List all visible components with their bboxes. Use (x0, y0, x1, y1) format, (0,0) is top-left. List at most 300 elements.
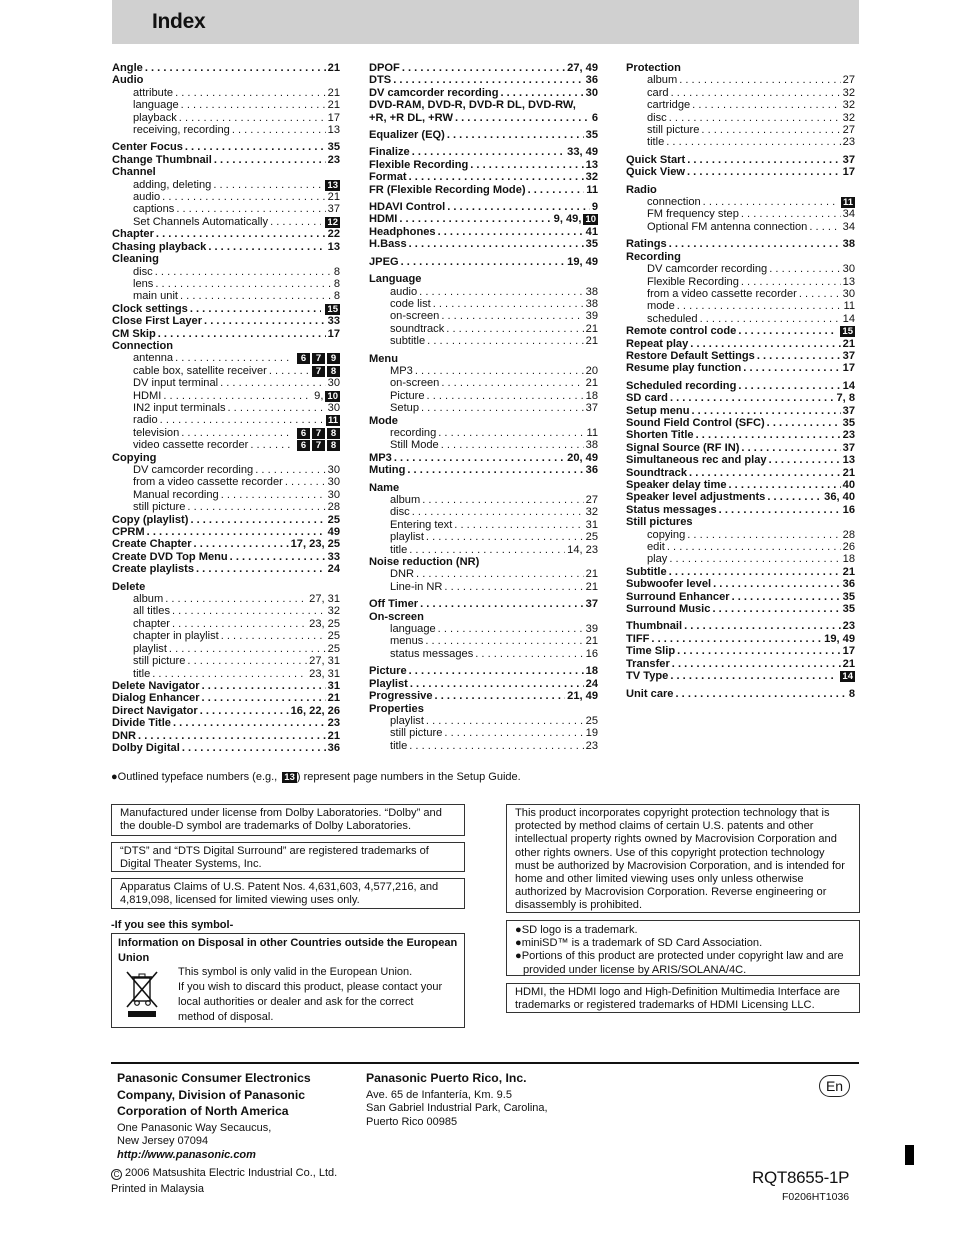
page-reference (328, 717, 340, 729)
index-heading (369, 703, 598, 715)
leader-dots (441, 310, 583, 322)
index-subentry (369, 519, 598, 531)
address-line: Puerto Rico 00985 (366, 1115, 458, 1128)
index-term: DV camcorder recording (133, 464, 254, 476)
index-term: JPEG (369, 255, 399, 268)
index-term: on-screen (390, 377, 440, 390)
page-reference (586, 531, 598, 543)
index-subentry (112, 266, 340, 278)
index-subentry (112, 630, 340, 642)
leader-dots (181, 99, 326, 111)
leader-dots (422, 494, 583, 506)
leader-dots (475, 648, 583, 660)
index-heading (369, 99, 598, 111)
copyright-text: 2006 Matsushita Electric Industrial Co., Ltd. (122, 1167, 338, 1179)
index-subentry (112, 290, 340, 302)
page-reference (586, 129, 598, 141)
index-term: Change Thumbnail (112, 153, 212, 166)
index-term: Time Slip (626, 645, 676, 658)
page-reference (328, 228, 340, 240)
index-term: Setup menu (626, 404, 690, 417)
leader-dots (700, 313, 841, 325)
leader-dots (687, 154, 840, 166)
index-term: Audio (112, 74, 144, 87)
index-term: Dialog Enhancer (112, 692, 200, 705)
page-number: 39 (585, 310, 598, 323)
page-reference (838, 670, 855, 682)
leader-dots (179, 112, 326, 124)
index-entry (112, 303, 340, 315)
page-reference (586, 635, 598, 647)
index-subentry (369, 298, 598, 310)
index-term: Direct Navigator (112, 704, 198, 717)
printed-in: Printed in Malaysia (111, 1182, 204, 1195)
index-subentry (369, 286, 598, 298)
index-entry (112, 705, 340, 717)
index-term: Thumbnail (626, 620, 683, 633)
index-subentry (112, 87, 340, 99)
index-term: mode (647, 300, 675, 313)
patent-claims-box: Apparatus Claims of U.S. Patent Nos. 4,631,603, 4,577,216, and 4,819,098, licensed for limited viewing uses only. (111, 878, 465, 909)
leader-dots (669, 238, 841, 250)
page-reference (843, 362, 855, 374)
setup-guide-page-badge: 9 (327, 353, 340, 364)
index-term: Entering text (390, 518, 453, 531)
disposal-line: method of disposal. (178, 1011, 274, 1023)
index-term: chapter (133, 617, 171, 630)
page-reference (843, 578, 855, 590)
page-reference (309, 593, 340, 605)
index-subentry (112, 501, 340, 513)
company-line: Panasonic Consumer Electronics (117, 1071, 311, 1085)
index-term: Radio (626, 183, 657, 196)
page-number: 35 (585, 129, 598, 142)
leader-dots (741, 442, 840, 454)
page-number: 25 (585, 531, 598, 544)
page-number: 27 (585, 494, 598, 506)
index-term: Protection (626, 62, 681, 74)
setup-guide-page-badge: 7 (312, 366, 325, 377)
leader-dots (729, 479, 841, 491)
setup-guide-page-badge: 8 (327, 440, 340, 451)
index-entry (369, 213, 598, 225)
index-entry (626, 633, 855, 645)
leader-dots (799, 288, 841, 300)
index-entry (112, 526, 340, 538)
index-entry (369, 226, 598, 238)
index-term: Sound Field Control (SFC) (626, 416, 765, 429)
index-entry (369, 74, 598, 86)
page-number: 21 (585, 568, 598, 581)
leader-dots (438, 427, 584, 439)
index-subentry (626, 208, 855, 220)
leader-dots (138, 730, 326, 742)
leader-dots (684, 620, 841, 632)
page-reference (586, 581, 598, 593)
note-prefix: ●Outlined typeface numbers (e.g., (111, 771, 281, 783)
page-reference (843, 405, 855, 417)
index-entry (626, 362, 855, 374)
setup-guide-page-badge: 6 (297, 440, 310, 451)
index-subentry (626, 124, 855, 136)
index-entry (626, 417, 855, 429)
index-entry (369, 87, 598, 99)
index-entry (369, 184, 598, 196)
index-term: cable box, satellite receiver (133, 364, 267, 377)
leader-dots (176, 203, 325, 215)
index-subentry (626, 221, 855, 233)
leader-dots (696, 429, 841, 441)
page-number: 16 (842, 503, 855, 516)
index-entry (626, 467, 855, 479)
disposal-line: If you wish to discard this product, please contact your (178, 981, 443, 993)
index-heading (369, 415, 598, 427)
index-subentry (112, 365, 340, 377)
hdmi-trademark-box: HDMI, the HDMI logo and High-Definition Multimedia Interface are trademarks or registered trademarks of HDMI Licensing LLC. (506, 983, 860, 1013)
index-term: Connection (112, 339, 174, 352)
leader-dots (703, 196, 837, 208)
leader-dots (250, 439, 293, 451)
index-term: lens (133, 277, 154, 290)
index-term: television (133, 426, 180, 439)
leader-dots (743, 362, 840, 374)
leader-dots (670, 670, 836, 682)
page-reference (843, 288, 855, 300)
index-entry (626, 154, 855, 166)
index-entry (369, 678, 598, 690)
page-reference (328, 141, 340, 153)
index-term: Format (369, 171, 407, 184)
page-number: 21 (585, 335, 598, 348)
index-entry (112, 680, 340, 692)
index-term: Flexible Recording (369, 158, 469, 171)
index-entry (626, 504, 855, 516)
leader-dots (202, 692, 326, 704)
index-term: FR (Flexible Recording Mode) (369, 183, 526, 196)
index-term: still picture (647, 124, 700, 137)
index-term: Center Focus (112, 141, 183, 154)
index-term: Properties (369, 702, 424, 715)
leader-dots (675, 688, 846, 700)
page-reference (843, 529, 855, 541)
index-entry (112, 141, 340, 153)
index-subentry (112, 203, 340, 215)
index-entry (626, 591, 855, 603)
leader-dots (441, 439, 584, 451)
leader-dots (433, 298, 584, 310)
page-number: 36 (585, 74, 598, 87)
page-number: 37 (585, 402, 598, 415)
index-heading (626, 62, 855, 74)
model-number: RQT8655-1P (752, 1168, 850, 1187)
index-subentry (112, 99, 340, 111)
leader-dots (421, 402, 584, 414)
index-heading (112, 581, 340, 593)
index-subentry (112, 618, 340, 630)
leader-dots (175, 352, 293, 364)
index-column-1 (112, 62, 340, 754)
index-subentry (369, 715, 598, 727)
page-reference (586, 427, 598, 439)
leader-dots (769, 454, 841, 466)
index-subentry (626, 112, 855, 124)
disposal-symbol-heading: -If you see this symbol- (111, 919, 234, 931)
index-subentry (112, 352, 340, 364)
index-term: Cleaning (112, 253, 159, 266)
leader-dots (228, 402, 326, 414)
setup-guide-page-badge: 14 (842, 671, 853, 683)
leader-dots (425, 635, 583, 647)
leader-dots (444, 727, 583, 739)
page-number: 32 (585, 506, 598, 519)
index-term: IN2 input terminals (133, 401, 226, 414)
page-reference (843, 380, 855, 392)
index-heading (112, 253, 340, 265)
page-reference (310, 365, 340, 377)
index-entry (369, 598, 598, 610)
page-reference (843, 429, 855, 441)
page-number: 21 (842, 657, 855, 670)
page-reference (328, 630, 340, 642)
index-subentry (626, 553, 855, 565)
index-subentry (112, 191, 340, 203)
index-entry (112, 538, 340, 550)
page-reference (334, 278, 340, 290)
leader-dots (204, 315, 326, 327)
page-reference (328, 241, 340, 253)
page-number: 34 (842, 208, 855, 221)
leader-dots (185, 141, 326, 153)
page-reference (843, 541, 855, 553)
leader-dots (399, 213, 551, 225)
page-reference (309, 668, 340, 680)
index-term: Create DVD Top Menu (112, 550, 228, 563)
index-entry (626, 603, 855, 615)
leader-dots (444, 581, 583, 593)
index-term: antenna (133, 352, 174, 365)
index-subentry (369, 623, 598, 635)
leader-dots (221, 630, 326, 642)
leader-dots (767, 491, 822, 503)
page-reference (328, 526, 340, 538)
leader-dots (162, 191, 326, 203)
page-number: 11 (843, 300, 855, 313)
index-term: on-screen (390, 310, 440, 323)
page-number: 38 (842, 238, 855, 251)
index-subentry (112, 427, 340, 439)
index-term: Delete (112, 580, 146, 593)
leader-dots (455, 112, 590, 124)
index-term: Quick Start (626, 153, 686, 166)
leader-dots (187, 655, 307, 667)
leader-dots (651, 633, 822, 645)
page-reference (328, 742, 340, 754)
page-number: 16 (585, 647, 598, 660)
page-reference (328, 154, 340, 166)
page-reference (323, 216, 340, 228)
page-number: 17 (842, 362, 855, 375)
page-reference (843, 620, 855, 632)
dolby-trademark-box: Manufactured under license from Dolby Laboratories. “Dolby” and the double-D symbol are trademarks of Dolby Laboratories. (111, 804, 465, 836)
index-term: Create playlists (112, 563, 195, 576)
setup-guide-page-badge: 8 (327, 366, 340, 377)
index-term: disc (390, 506, 410, 519)
page-reference (586, 286, 598, 298)
page-reference (554, 213, 598, 225)
index-term: Angle (112, 62, 143, 74)
index-subentry (369, 635, 598, 647)
page-reference (295, 439, 340, 451)
page-reference (328, 489, 340, 501)
index-entry (626, 338, 855, 350)
index-term: H.Bass (369, 238, 407, 251)
page-reference (843, 112, 855, 124)
index-term: Soundtrack (626, 466, 688, 479)
index-term: play (647, 553, 668, 566)
setup-guide-page-badge: 12 (327, 216, 338, 228)
leader-dots (393, 74, 583, 86)
setup-guide-page-badge: 6 (297, 428, 310, 439)
page-reference (843, 658, 855, 670)
leader-dots (402, 62, 565, 74)
leader-dots (500, 87, 583, 99)
index-term: playback (133, 111, 177, 124)
index-term: adding, deleting (133, 178, 212, 191)
index-subentry (112, 124, 340, 136)
index-subentry (626, 87, 855, 99)
page-reference (567, 452, 598, 464)
index-term: edit (647, 541, 665, 554)
page-reference (323, 179, 340, 191)
leader-dots (677, 645, 841, 657)
index-term: copying (647, 528, 686, 541)
index-term: Finalize (369, 146, 410, 159)
index-term: Optional FM antenna connection (647, 220, 808, 233)
leader-dots (194, 538, 289, 550)
page-number: 7, 8 (836, 392, 855, 405)
index-entry (626, 479, 855, 491)
page-reference (328, 112, 340, 124)
index-subentry (112, 655, 340, 667)
language-badge: En (819, 1075, 850, 1097)
page-reference (314, 390, 340, 402)
page-number: 21 (585, 580, 598, 593)
page-number: 41 (585, 225, 598, 238)
page-reference (843, 313, 855, 325)
page-reference (586, 74, 598, 86)
website-link[interactable]: http://www.panasonic.com (117, 1148, 256, 1161)
address-line: San Gabriel Industrial Park, Carolina, (366, 1102, 548, 1114)
index-term: Create Chapter (112, 538, 192, 551)
index-term: Remote control code (626, 325, 737, 338)
page-number: 24 (585, 677, 598, 690)
page-number: 28 (842, 528, 855, 541)
leader-dots (394, 452, 565, 464)
index-subentry (369, 323, 598, 335)
leader-dots (213, 179, 321, 191)
index-subentry (626, 313, 855, 325)
page-number: 21 (842, 466, 855, 479)
page-number: 19, 49 (824, 632, 855, 645)
index-term: Line-in NR (390, 580, 443, 593)
index-heading (369, 353, 598, 365)
page-reference (843, 136, 855, 148)
leader-dots (767, 417, 841, 429)
index-term: menus (390, 635, 424, 648)
index-entry (112, 717, 340, 729)
page-reference (843, 87, 855, 99)
index-subentry (626, 136, 855, 148)
page-number: 21 (327, 86, 340, 99)
page-reference (843, 454, 855, 466)
index-term: Delete Navigator (112, 679, 200, 692)
page-number: 13 (327, 240, 340, 253)
page-reference (334, 290, 340, 302)
page-number: 21 (327, 99, 340, 112)
page-number: 17 (842, 645, 855, 658)
leader-dots (410, 678, 584, 690)
page-number: 36 (327, 741, 340, 754)
page-number: 19 (585, 727, 598, 740)
index-entry (369, 129, 598, 141)
index-term: language (133, 99, 179, 112)
index-term: Shorten Title (626, 429, 694, 442)
index-entry (626, 325, 855, 337)
note-example-badge: 13 (284, 772, 295, 783)
index-entry (369, 256, 598, 268)
page-reference (586, 568, 598, 580)
index-term: DNR (112, 729, 137, 742)
index-entry (626, 405, 855, 417)
leader-dots (689, 467, 841, 479)
leader-dots (160, 414, 322, 426)
index-term: audio (133, 191, 161, 204)
page-reference (328, 464, 340, 476)
index-term: radio (133, 414, 158, 427)
index-term: title (133, 667, 151, 680)
leader-dots (667, 541, 841, 553)
page-number: 8 (333, 290, 340, 303)
index-subentry (112, 605, 340, 617)
sd-trademark-line: ●SD logo is a trademark. (515, 924, 638, 936)
index-term: Transfer (626, 657, 670, 670)
page-number: 21 (585, 322, 598, 335)
page-reference (586, 171, 598, 183)
index-term: HDAVI Control (369, 201, 446, 214)
page-number: 30 (327, 464, 340, 476)
index-column-2 (369, 62, 598, 752)
index-term: Headphones (369, 225, 436, 238)
page-number: 36 (842, 578, 855, 591)
index-term: DVD-RAM, DVD-R, DVD-R DL, DVD-RW, (369, 99, 576, 112)
page-number: 30 (585, 86, 598, 99)
setup-guide-page-badge: 11 (327, 415, 338, 427)
index-term: Chasing playback (112, 240, 207, 253)
page-number: 21 (842, 565, 855, 578)
leader-dots (172, 605, 326, 617)
page-reference (586, 506, 598, 518)
leader-dots (180, 290, 332, 302)
page-reference (324, 414, 340, 426)
page-reference (328, 402, 340, 414)
index-term: Restore Default Settings (626, 349, 755, 362)
page-number: 24 (327, 563, 340, 576)
page-reference (843, 276, 855, 288)
leader-dots (182, 742, 326, 754)
page-reference (328, 315, 340, 327)
index-subentry (112, 402, 340, 414)
index-subentry (112, 489, 340, 501)
